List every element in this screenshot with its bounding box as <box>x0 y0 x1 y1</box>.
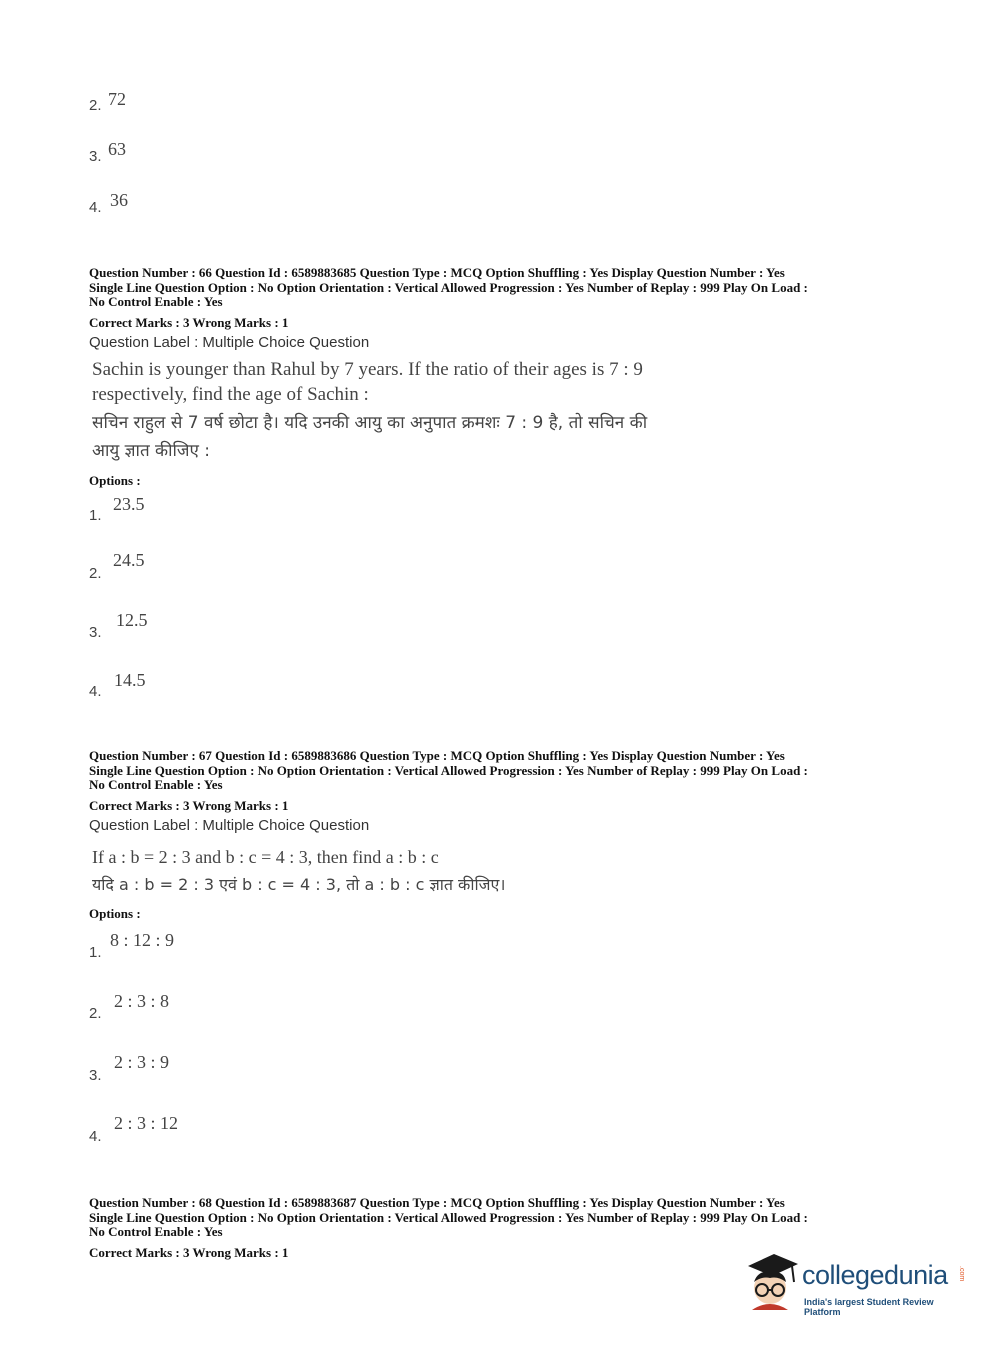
meta-line: Single Line Question Option : No Option Orientation : Vertical Allowed Progression : Yes Number of Replay : 999 Play On Load : <box>89 279 808 295</box>
graduate-mascot-icon <box>740 1248 802 1314</box>
option-value: 8 : 12 : 9 <box>110 930 175 950</box>
meta-line: No Control Enable : Yes <box>89 777 223 792</box>
question-text-hindi: यदि a : b = 2 : 3 एवं b : c = 4 : 3, तो a : b : c ज्ञात कीजिए। <box>92 875 506 894</box>
option-number: 2. <box>89 1005 102 1022</box>
question-text-english: If a : b = 2 : 3 and b : c = 4 : 3, then find a : b : c <box>92 847 439 867</box>
option-value: 72 <box>108 89 126 109</box>
question-text-line: Sachin is younger than Rahul by 7 years. If the ratio of their ages is 7 : 9 <box>92 359 643 380</box>
meta-line: No Control Enable : Yes <box>89 294 223 309</box>
option-number: 1. <box>89 944 102 961</box>
marks-info: Correct Marks : 3 Wrong Marks : 1 <box>89 1245 289 1260</box>
logo-tagline: India's largest Student Review Platform <box>804 1297 934 1317</box>
logo-name: collegedunia <box>802 1260 948 1290</box>
option-value: 2 : 3 : 12 <box>114 1113 179 1133</box>
question-label: Question Label : Multiple Choice Question <box>89 817 370 834</box>
option-number: 1. <box>89 507 102 524</box>
question-meta <box>89 1196 919 1240</box>
option-number: 3. <box>89 624 102 641</box>
meta-line: Question Number : 68 Question Id : 6589883687 Question Type : MCQ Option Shuffling : Yes Display Question Number : Yes <box>89 1195 785 1210</box>
meta-line: Question Number : 67 Question Id : 6589883686 Question Type : MCQ Option Shuffling : Yes Display Question Number : Yes <box>89 748 785 763</box>
option-number: 2. <box>89 97 102 114</box>
option-value: 63 <box>108 139 126 159</box>
option-value: 14.5 <box>114 670 146 690</box>
option-number: 4. <box>89 1128 102 1145</box>
question-meta <box>89 749 919 793</box>
question-text-line: respectively, find the age of Sachin : <box>92 384 369 405</box>
question-meta <box>89 266 919 310</box>
meta-line: Single Line Question Option : No Option Orientation : Vertical Allowed Progression : Yes Number of Replay : 999 Play On Load : <box>89 762 808 778</box>
question-text-english <box>92 357 643 407</box>
option-number: 2. <box>89 565 102 582</box>
option-number: 3. <box>89 148 102 165</box>
meta-line: Question Number : 66 Question Id : 6589883685 Question Type : MCQ Option Shuffling : Yes Display Question Number : Yes <box>89 265 785 280</box>
option-value: 2 : 3 : 8 <box>114 991 170 1011</box>
question-text-hindi <box>92 409 647 465</box>
option-number: 4. <box>89 199 102 216</box>
question-text-line: आयु ज्ञात कीजिए : <box>92 441 211 461</box>
option-number: 3. <box>89 1067 102 1084</box>
option-value: 2 : 3 : 9 <box>114 1052 170 1072</box>
option-value: 24.5 <box>113 550 145 570</box>
meta-line: No Control Enable : Yes <box>89 1224 223 1239</box>
option-value: 23.5 <box>113 494 145 514</box>
option-value: 12.5 <box>116 610 148 630</box>
option-value: 36 <box>110 190 128 210</box>
marks-info: Correct Marks : 3 Wrong Marks : 1 <box>89 315 289 330</box>
options-heading: Options : <box>89 906 141 921</box>
options-heading: Options : <box>89 473 141 488</box>
collegedunia-logo <box>740 1248 970 1318</box>
meta-line: Single Line Question Option : No Option Orientation : Vertical Allowed Progression : Yes Number of Replay : 999 Play On Load : <box>89 1209 808 1225</box>
option-number: 4. <box>89 683 102 700</box>
logo-suffix: .com <box>958 1266 965 1282</box>
marks-info: Correct Marks : 3 Wrong Marks : 1 <box>89 798 289 813</box>
question-label: Question Label : Multiple Choice Question <box>89 334 370 351</box>
question-text-line: सचिन राहुल से 7 वर्ष छोटा है। यदि उनकी आयु का अनुपात क्रमशः 7 : 9 है, तो सचिन की <box>92 413 648 433</box>
